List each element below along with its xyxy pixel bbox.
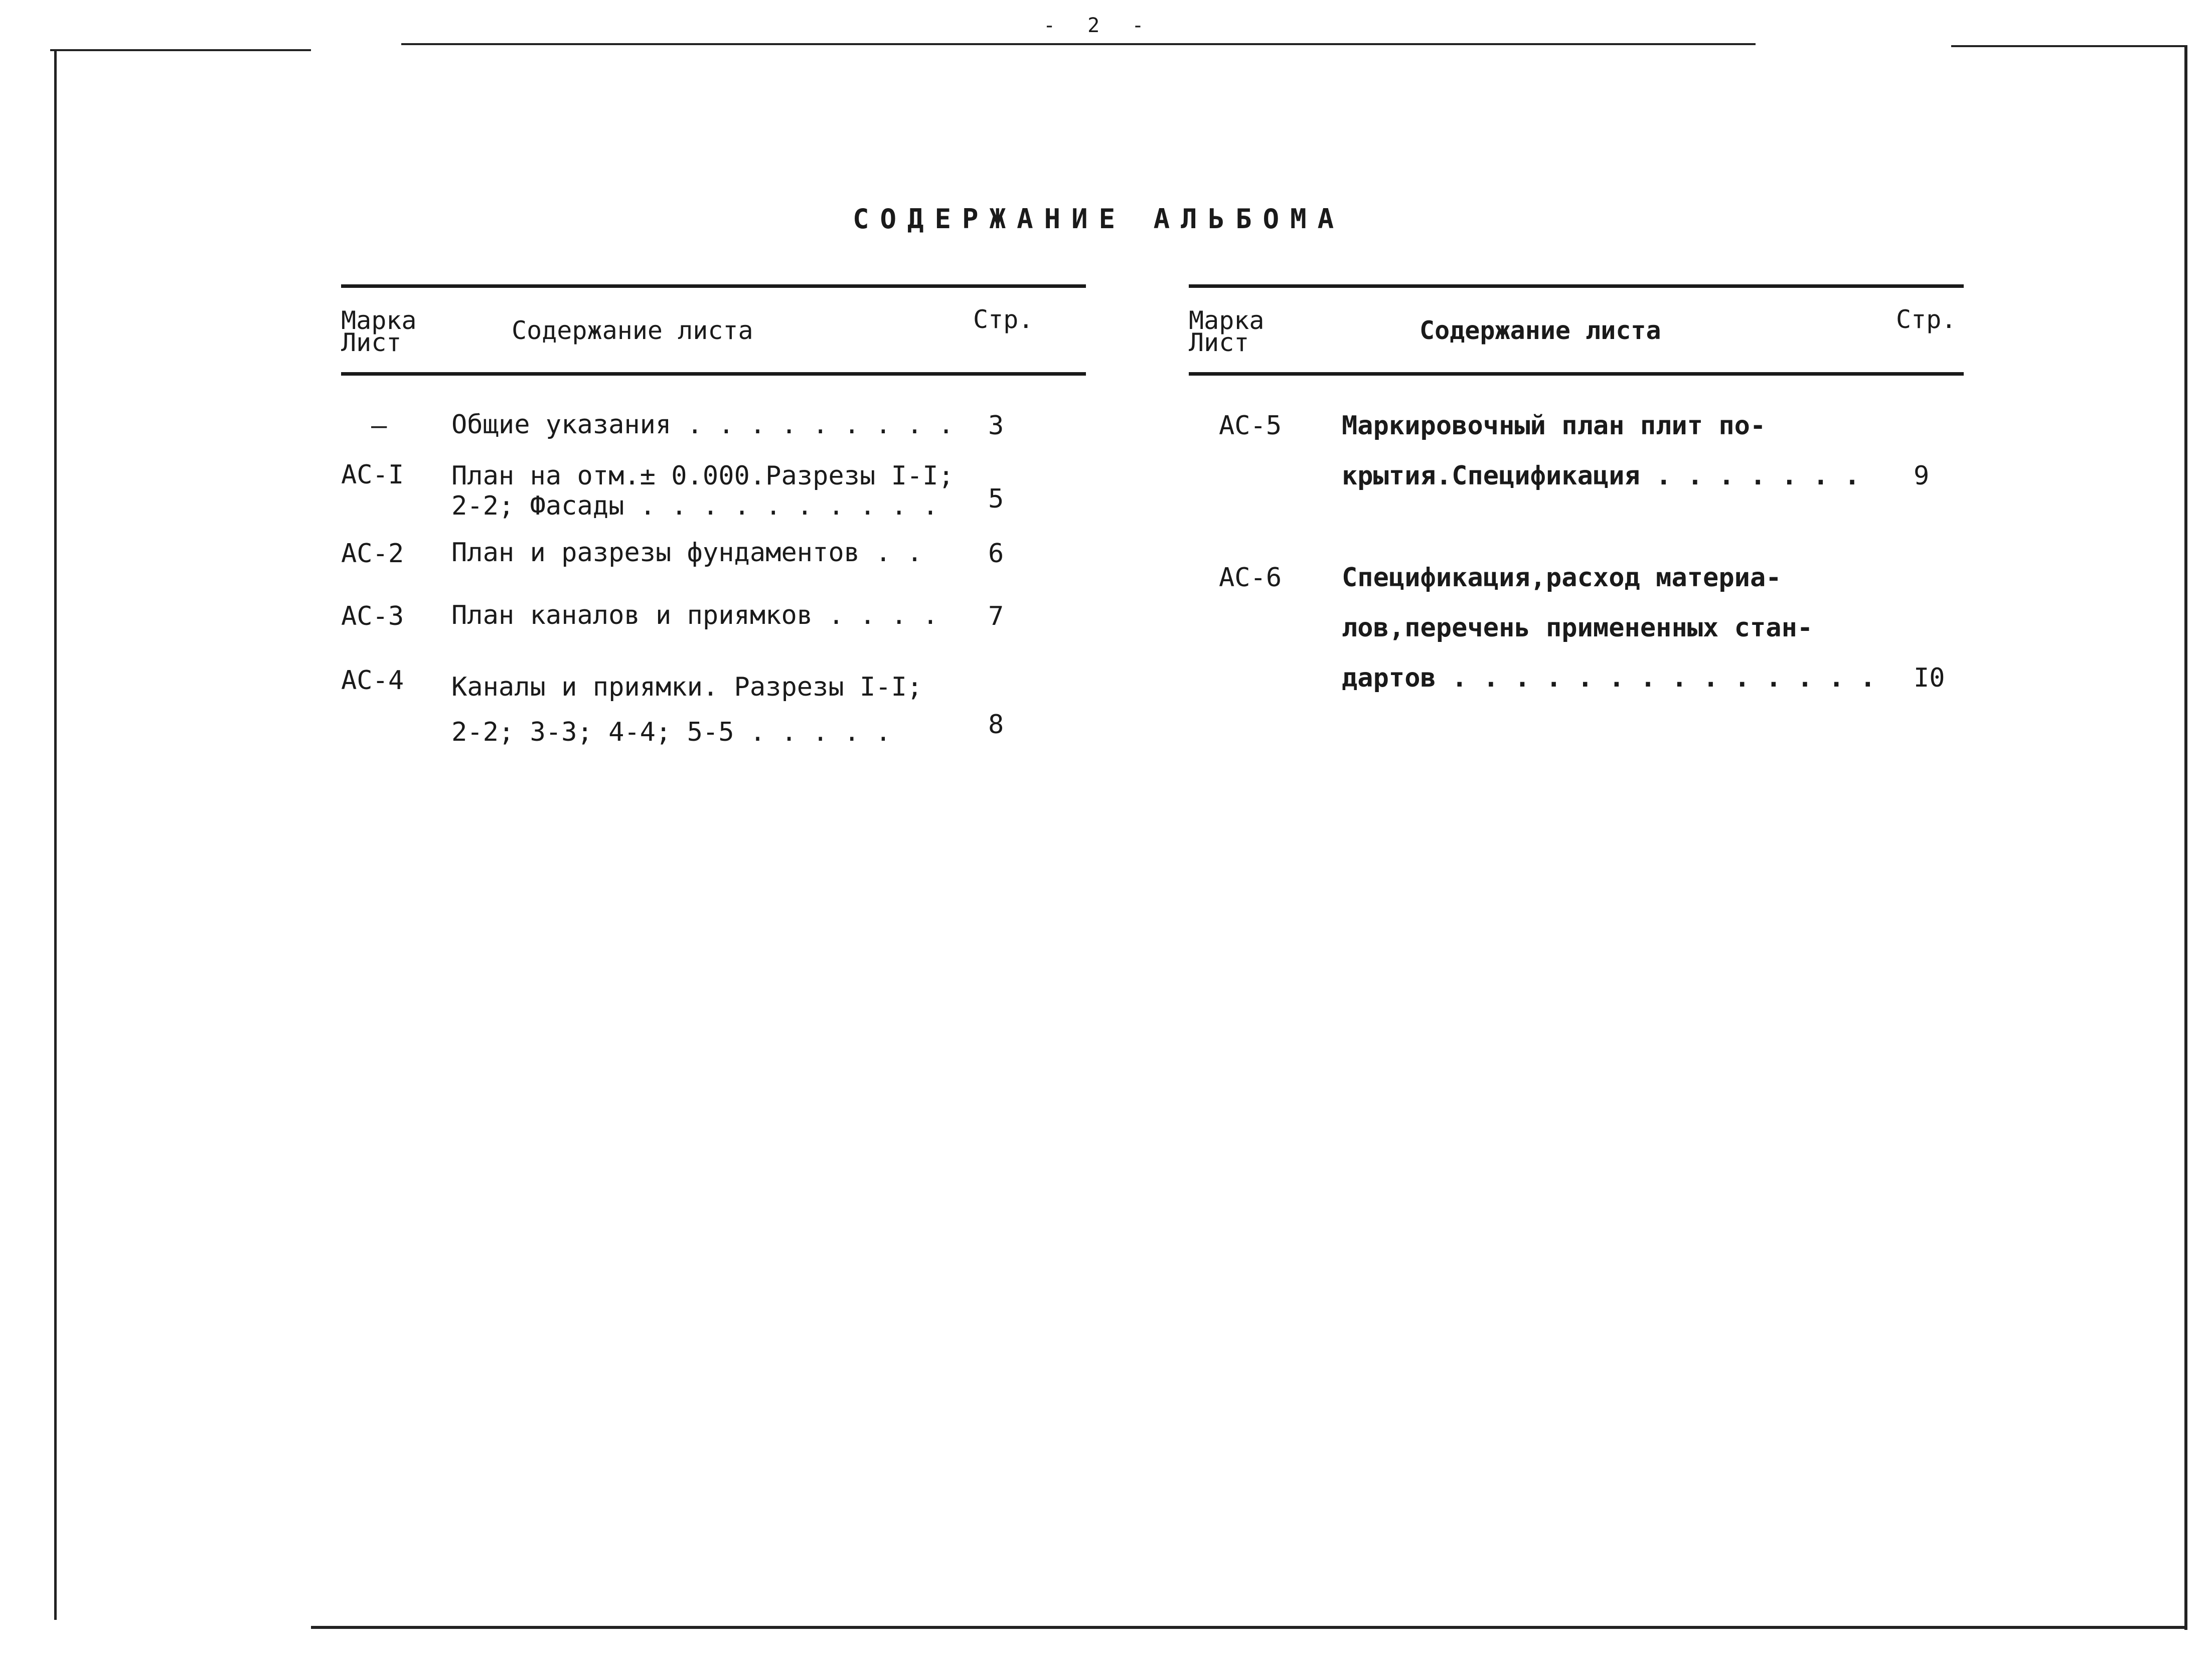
sheet-content: Общие указания . . . . . . . . . xyxy=(451,410,954,440)
right-frame-line xyxy=(2184,45,2187,1630)
sheet-page: 7 xyxy=(988,601,1004,631)
sheet-page: 6 xyxy=(988,539,1004,569)
sheet-page: 5 xyxy=(988,484,1004,514)
column-header-content: Содержание листа xyxy=(1419,316,1661,345)
top-left-frame-line xyxy=(50,49,311,51)
sheet-content: План и разрезы фундаментов . . xyxy=(451,538,923,568)
bottom-frame-line xyxy=(311,1626,2187,1629)
sheet-mark: АС-4 xyxy=(341,666,404,696)
sheet-mark: АС-6 xyxy=(1219,563,1282,593)
sheet-content: План на отм.± 0.000.Разрезы I-I; 2-2; Фасады . . . . . . . . . . xyxy=(451,461,954,521)
sheet-content: Маркировочный план плит по- крытия.Спецификация . . . . . . . xyxy=(1342,411,1860,491)
toc-table-right xyxy=(1189,284,1964,736)
sheet-content: Каналы и приямки. Разрезы I-I; 2-2; 3-3; 4-4; 5-5 . . . . . xyxy=(451,672,923,747)
column-header-mark: Марка Лист xyxy=(341,306,417,357)
sheet-mark: АС-3 xyxy=(341,601,404,631)
page-number: - 2 - xyxy=(1043,14,1154,37)
top-right-frame-line xyxy=(1951,45,2187,47)
column-header-page: Стр. xyxy=(973,305,1034,334)
album-title: СОДЕРЖАНИЕ АЛЬБОМА xyxy=(853,203,1345,235)
top-frame-line xyxy=(401,43,1756,45)
column-header-mark: Марка Лист xyxy=(1189,306,1265,357)
sheet-content: Спецификация,расход материа- лов,перечень примененных стан- дартов . . . . . . . . . . . . . . xyxy=(1342,563,1876,693)
table-top-rule xyxy=(341,284,1086,288)
toc-table-left xyxy=(341,284,1086,747)
column-header-content: Содержание листа xyxy=(512,316,753,345)
table-top-rule xyxy=(1189,284,1964,288)
sheet-page: 3 xyxy=(988,411,1004,441)
sheet-mark: – xyxy=(371,411,387,441)
sheet-mark: АС-I xyxy=(341,460,404,490)
sheet-page: 8 xyxy=(988,710,1004,740)
table-header-rule xyxy=(1189,372,1964,376)
column-header-page: Стр. xyxy=(1896,305,1957,334)
sheet-mark: АС-2 xyxy=(341,539,404,569)
sheet-content: План каналов и приямков . . . . xyxy=(451,600,938,630)
sheet-page: I0 xyxy=(1914,663,1945,693)
table-header-rule xyxy=(341,372,1086,376)
left-frame-line xyxy=(54,50,57,1620)
sheet-page: 9 xyxy=(1914,461,1930,491)
sheet-mark: АС-5 xyxy=(1219,411,1282,441)
